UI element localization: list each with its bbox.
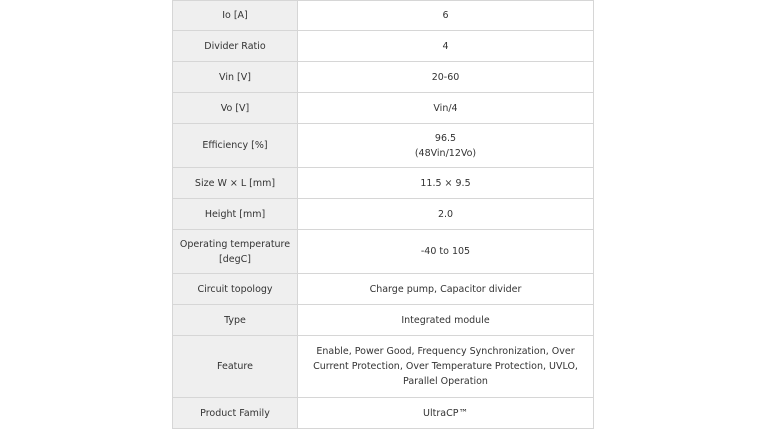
spec-row-operating-temperature — [173, 230, 594, 274]
spec-row-divider-ratio — [173, 31, 594, 62]
spec-value-line: 96.5 — [434, 132, 457, 144]
spec-label: Feature — [173, 336, 298, 398]
spec-label-line: [degC] — [219, 253, 251, 265]
spec-label: Efficiency [%] — [173, 124, 298, 168]
spec-value — [298, 124, 594, 168]
spec-value: 2.0 — [298, 199, 594, 230]
spec-value-line: (48Vin/12Vo) — [414, 147, 477, 159]
spec-label — [173, 230, 298, 274]
spec-label: Circuit topology — [173, 274, 298, 305]
spec-value: Integrated module — [298, 305, 594, 336]
spec-value-line: Parallel Operation — [403, 376, 488, 387]
spec-value — [298, 336, 594, 398]
spec-row-feature — [173, 336, 594, 398]
spec-label: Height [mm] — [173, 199, 298, 230]
spec-row-height — [173, 199, 594, 230]
spec-row-vin — [173, 62, 594, 93]
spec-label: Vo [V] — [173, 93, 298, 124]
spec-row-efficiency — [173, 124, 594, 168]
spec-value: 4 — [298, 31, 594, 62]
spec-label-line: Operating temperature — [179, 238, 291, 250]
spec-label: Size W × L [mm] — [173, 168, 298, 199]
spec-value-line: Enable, Power Good, Frequency Synchronization, Over — [316, 346, 575, 357]
spec-value: 11.5 × 9.5 — [298, 168, 594, 199]
spec-label: Product Family — [173, 398, 298, 429]
spec-label: Io [A] — [173, 1, 298, 31]
spec-value: UltraCP™ — [298, 398, 594, 429]
spec-value: Charge pump, Capacitor divider — [298, 274, 594, 305]
spec-value: 20-60 — [298, 62, 594, 93]
spec-table — [172, 0, 594, 429]
spec-value-line: Current Protection, Over Temperature Protection, UVLO, — [313, 361, 578, 372]
spec-label: Type — [173, 305, 298, 336]
spec-value: 6 — [298, 1, 594, 31]
spec-value: -40 to 105 — [298, 230, 594, 274]
spec-row-type — [173, 305, 594, 336]
spec-row-product-family — [173, 398, 594, 429]
spec-row-size — [173, 168, 594, 199]
spec-row-circuit-topology — [173, 274, 594, 305]
spec-row-io — [173, 1, 594, 31]
spec-label: Divider Ratio — [173, 31, 298, 62]
spec-row-vo — [173, 93, 594, 124]
spec-value: Vin/4 — [298, 93, 594, 124]
spec-label: Vin [V] — [173, 62, 298, 93]
